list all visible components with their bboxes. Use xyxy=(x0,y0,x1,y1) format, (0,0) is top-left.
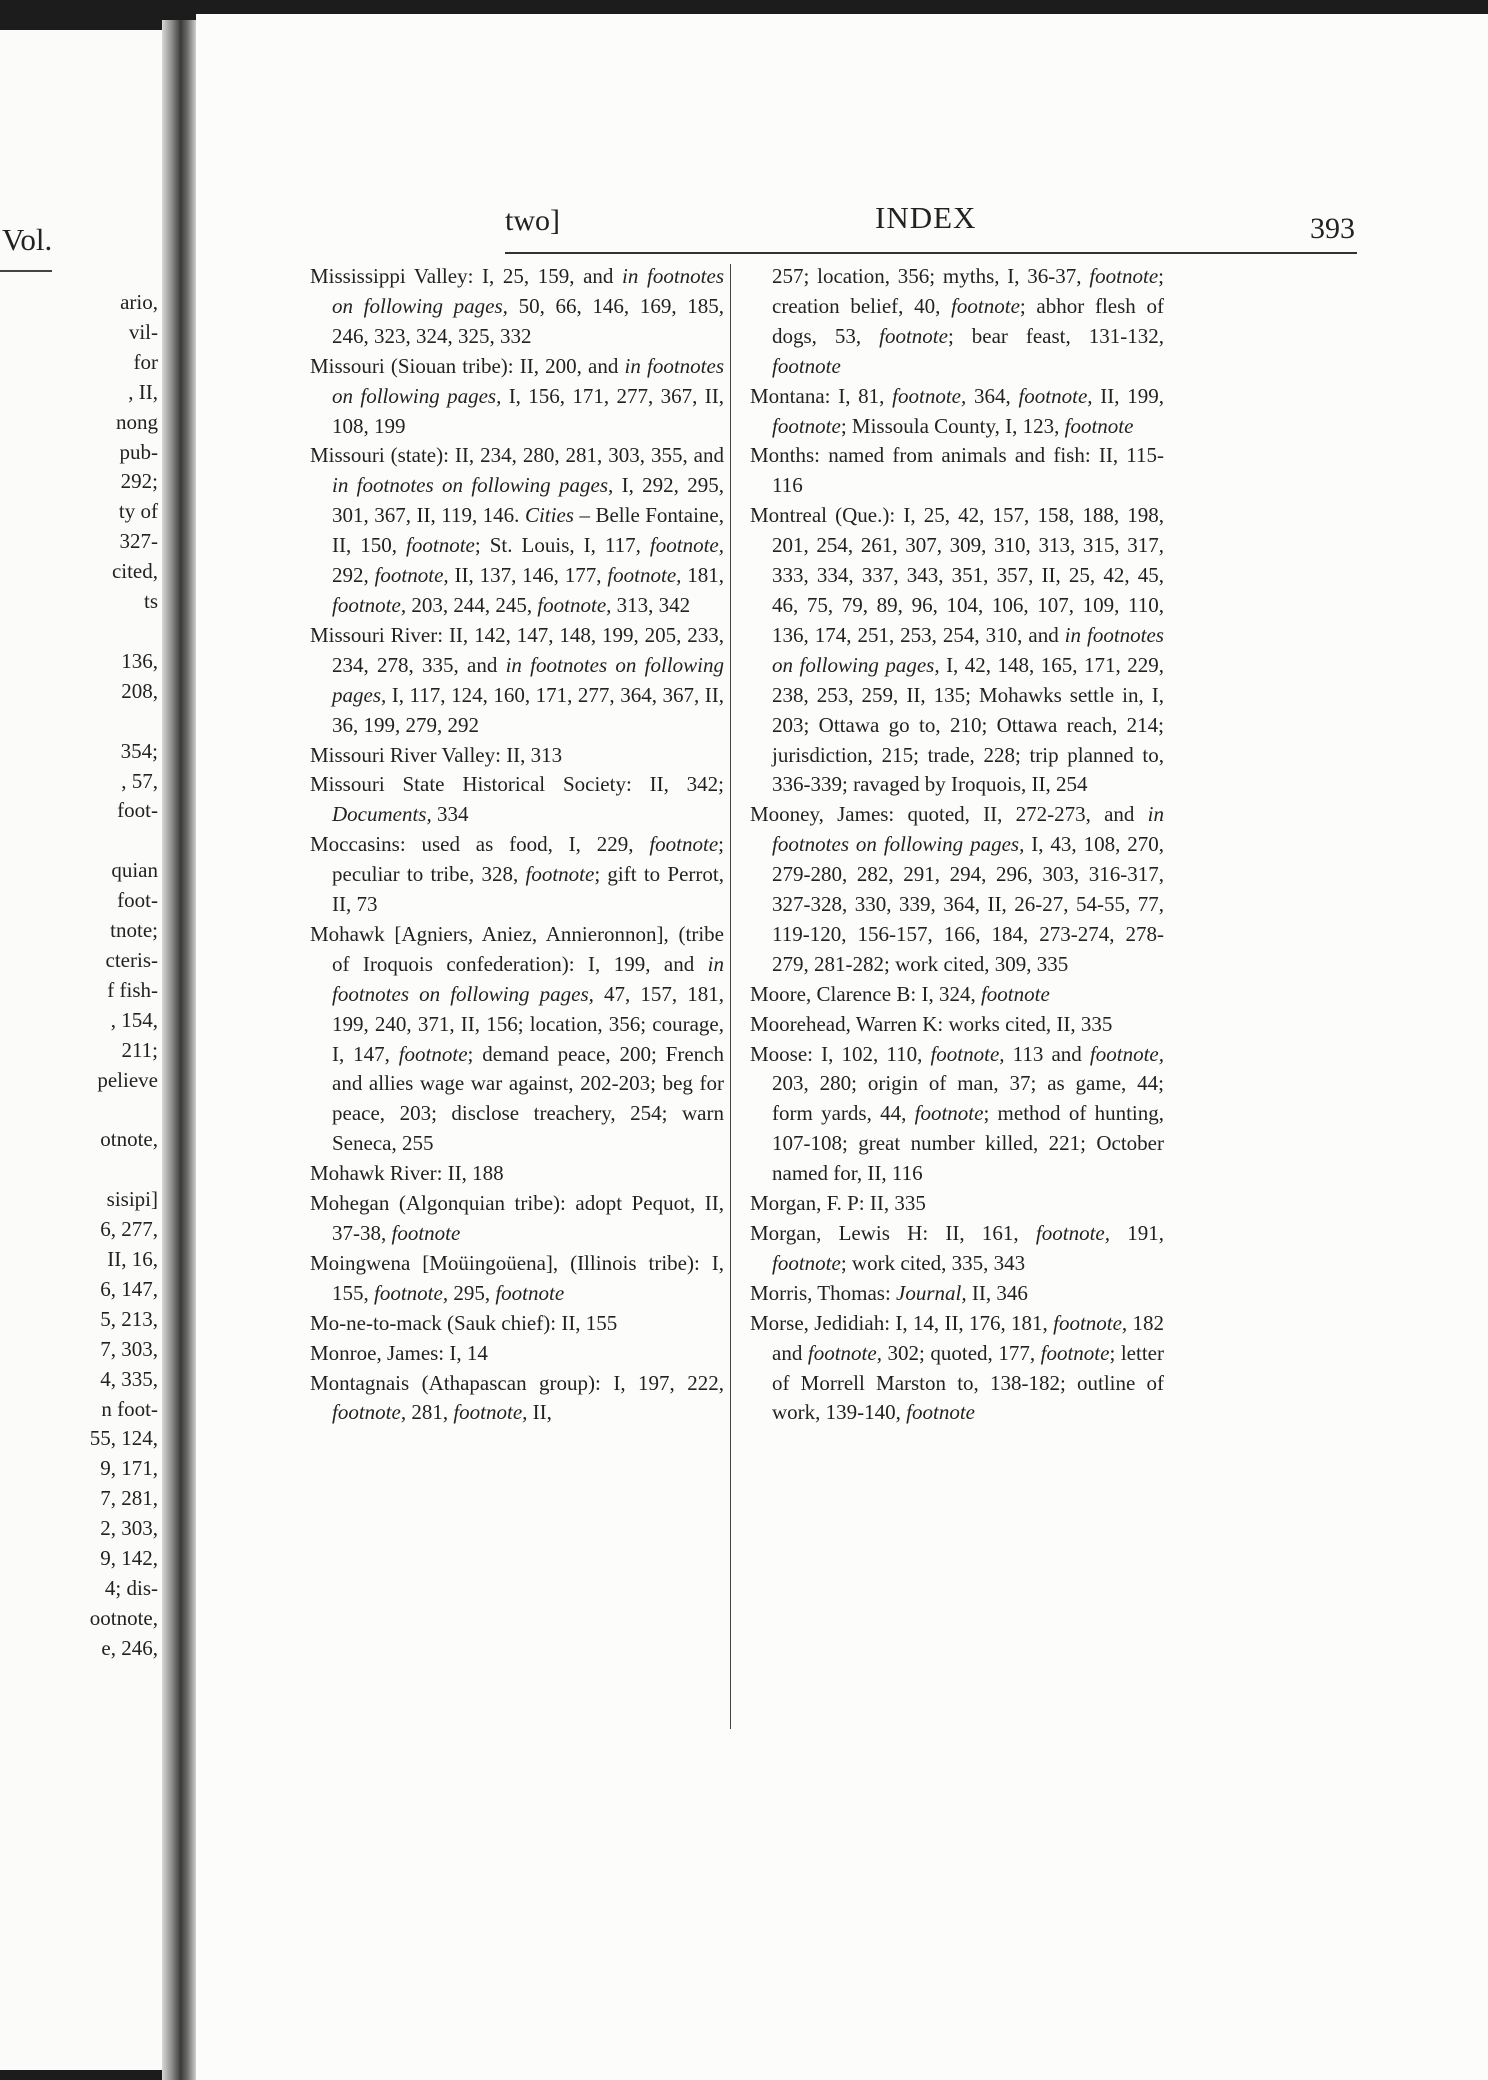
left-page-line: 292; xyxy=(120,469,158,494)
left-page-line: 9, 142, xyxy=(100,1546,158,1571)
index-entry-text: Missouri River Valley: II, 313 xyxy=(310,742,563,767)
left-page-line: cited, xyxy=(111,559,158,584)
index-entry-italic-text: footnote, xyxy=(1089,1041,1164,1066)
index-entry xyxy=(750,1040,1164,1190)
index-entry-text: 203, 280; origin of man, 37; as game, 44; form yards, 44, xyxy=(772,1071,1164,1126)
index-entry-italic-text: footnote, xyxy=(607,563,682,588)
index-column-left xyxy=(310,262,724,1428)
index-entry-text: 191, xyxy=(1110,1221,1164,1245)
index-entry-text: ; St. Louis, I, 117, xyxy=(474,533,650,558)
index-entry-text: ; demand peace, 200; French and allies wage war against, 202-203; beg for peace, 203; disclose treachery, 254; warn Seneca, 255 xyxy=(332,1041,724,1156)
index-entry-text: Moccasins: used as food, I, 229, xyxy=(310,832,650,857)
left-page-line: e, 246, xyxy=(101,1635,158,1660)
left-page-line: ts xyxy=(143,589,158,614)
index-entry-italic-text: footnote xyxy=(879,323,948,348)
left-page-line: 4; dis- xyxy=(104,1575,158,1600)
index-entry-text: Missouri River: II, 142, 147, 148, 199, 205, 233, 234, 278, 335, and xyxy=(310,622,724,677)
index-entry-italic-text: footnote, xyxy=(1053,1310,1128,1335)
index-entry-text: 203, 244, 245, xyxy=(406,592,538,617)
left-page-line: , 57, xyxy=(121,768,158,793)
index-entry xyxy=(750,1189,1164,1219)
index-entry-text: 313, 342 xyxy=(611,592,691,617)
left-page-line: 7, 303, xyxy=(100,1336,158,1361)
left-page-line: 9, 171, xyxy=(100,1456,158,1481)
index-entry-italic-text: in footnotes on following pages, xyxy=(332,353,724,408)
index-entry xyxy=(310,741,724,771)
index-entry-text: ; Missoula County, I, 123, xyxy=(840,413,1065,438)
index-entry-text: I, 156, 171, 277, 367, II, 108, 199 xyxy=(332,383,724,438)
index-entry-italic-text: footnote xyxy=(406,533,475,558)
index-entry-text: 334 xyxy=(431,802,469,827)
index-entry-italic-text: Cities xyxy=(524,503,574,528)
index-page xyxy=(196,14,1488,2080)
index-entry-italic-text: footnote xyxy=(1040,1340,1110,1365)
index-entry-italic-text: footnote, xyxy=(649,533,724,558)
left-page-line: 55, 124, xyxy=(89,1426,158,1451)
index-entry-text: 182 and xyxy=(772,1310,1164,1365)
left-page-line: 2, 303, xyxy=(100,1516,158,1541)
index-entry xyxy=(310,830,724,920)
left-page-line: for xyxy=(133,349,158,374)
left-page-header: Vol. xyxy=(2,222,53,257)
left-page-line xyxy=(90,1155,158,1185)
left-page-line: 327- xyxy=(119,529,158,554)
left-page-line: otnote, xyxy=(100,1127,158,1152)
book-gutter xyxy=(162,20,196,2080)
running-head-title: INDEX xyxy=(875,200,977,235)
index-entry-text: ; work cited, 335, 343 xyxy=(840,1250,1026,1275)
index-entry-text: ; method of hunting, 107-108; great number killed, 221; October named for, II, 116 xyxy=(772,1101,1164,1186)
running-head-left: two] xyxy=(505,204,560,237)
left-page-line xyxy=(90,1095,158,1125)
index-entry-text: – Belle Fontaine, II, 150, xyxy=(332,503,724,558)
left-page-line xyxy=(90,617,158,647)
index-entry-text: Moore, Clarence B: I, 324, xyxy=(750,981,981,1006)
index-entry-italic-text: footnote xyxy=(914,1101,984,1126)
index-entry-italic-text: footnote xyxy=(1089,264,1159,288)
left-page-line: nong xyxy=(116,409,158,434)
index-entry-italic-text: footnote xyxy=(772,353,841,378)
index-entry-italic-text: in footnotes on following pages, xyxy=(332,652,724,707)
left-page-line: pub- xyxy=(119,439,158,464)
left-page-line: 136, xyxy=(121,648,158,673)
left-page-line: 208, xyxy=(121,678,158,703)
index-column-right xyxy=(750,262,1164,1428)
index-entry xyxy=(310,1159,724,1189)
index-entry-text: I, 42, 148, 165, 171, 229, 238, 253, 259, II, 135; Mohawks settle in, I, 203; Ottawa go to, 210; Ottawa reach, 214; jurisdiction, 215; trade, 228; trip planned to, 336-339; ravaged by Iroquois, II, 254 xyxy=(772,652,1165,797)
left-page-line: pelieve xyxy=(97,1067,158,1092)
index-entry-text: Mohawk River: II, 188 xyxy=(310,1161,504,1186)
running-head xyxy=(505,190,1355,245)
index-entry-italic-text: footnote xyxy=(495,1280,565,1305)
index-entry-italic-text: footnote xyxy=(906,1400,975,1425)
index-entry xyxy=(750,262,1164,382)
left-page-line: cteris- xyxy=(105,947,158,972)
left-page-line: 6, 277, xyxy=(100,1217,158,1242)
index-entry-italic-text: footnote xyxy=(772,413,841,438)
left-page-line: ootnote, xyxy=(89,1605,158,1630)
left-page-line: ty of xyxy=(118,499,158,524)
index-entry xyxy=(310,920,724,1159)
index-entry-text: 364, xyxy=(966,383,1019,408)
index-entry-italic-text: in footnotes on following pages, xyxy=(772,622,1164,677)
left-page-rule xyxy=(0,270,52,272)
index-entry-text: ; bear feast, 131-132, xyxy=(947,323,1164,348)
index-entry-text: Moose: I, 102, 110, xyxy=(750,1041,931,1066)
index-entry-text: II, 199, xyxy=(1092,383,1164,408)
index-entry xyxy=(750,1309,1164,1429)
index-entry xyxy=(310,621,724,741)
left-page-line: n foot- xyxy=(101,1396,158,1421)
left-page-line: tnote; xyxy=(110,918,158,943)
index-entry-text: ; peculiar to tribe, 328, xyxy=(332,832,724,887)
header-rule xyxy=(505,252,1357,254)
left-page-line: foot- xyxy=(117,798,158,823)
index-entry-italic-text: footnote, xyxy=(537,592,612,617)
left-page-line: 354; xyxy=(120,738,158,763)
index-entry-text: 113 and xyxy=(1004,1041,1090,1066)
index-entry xyxy=(310,1249,724,1309)
index-entry-italic-text: footnote, xyxy=(332,592,407,617)
index-entry-text: Morris, Thomas: xyxy=(750,1280,897,1305)
index-entry-italic-text: footnote, xyxy=(374,1280,449,1305)
index-entry-italic-text: footnote, xyxy=(930,1041,1005,1066)
left-page-line: 6, 147, xyxy=(100,1276,158,1301)
left-page-line: 7, 281, xyxy=(100,1486,158,1511)
index-entry xyxy=(310,441,724,620)
index-entry xyxy=(750,1279,1164,1309)
index-entry-text: Montagnais (Athapascan group): I, 197, 222, xyxy=(310,1370,724,1395)
index-entry-text: I, 117, 124, 160, 171, 277, 364, 367, II, 36, 199, 279, 292 xyxy=(332,682,724,737)
index-entry-text: II, xyxy=(527,1400,552,1425)
index-entry xyxy=(750,441,1164,501)
index-entry-text: I, 292, 295, 301, 367, II, 119, 146. xyxy=(332,473,724,528)
left-page-text-fragments xyxy=(90,288,158,1664)
index-entry-italic-text: Documents, xyxy=(332,802,432,827)
index-entry xyxy=(750,980,1164,1010)
index-entry-italic-text: in footnotes on following pages, xyxy=(332,264,724,318)
index-entry-italic-text: in footnotes on following pages, xyxy=(332,473,614,498)
index-entry xyxy=(310,1309,724,1339)
index-entry-text: II, 137, 146, 177, xyxy=(448,563,608,588)
left-facing-page xyxy=(0,30,162,2070)
index-entry-text: II, 346 xyxy=(966,1280,1028,1305)
index-entry-text: Missouri State Historical Society: II, 342; xyxy=(310,772,724,797)
index-entry-text: Morse, Jedidiah: I, 14, II, 176, 181, xyxy=(750,1310,1054,1335)
left-page-line: foot- xyxy=(117,888,158,913)
index-entry-italic-text: footnote xyxy=(951,293,1020,318)
page-number: 393 xyxy=(1310,212,1355,245)
index-entry-text: Missouri (state): II, 234, 280, 281, 303, 355, and xyxy=(310,443,724,468)
index-entry-text: 181, xyxy=(681,563,725,588)
index-entry-italic-text: footnote, xyxy=(892,383,967,408)
index-entry-italic-text: footnote, xyxy=(1018,383,1093,408)
index-entry xyxy=(750,382,1164,442)
index-entry-italic-text: in footnotes on following pages, xyxy=(332,951,724,1006)
index-entry-text: Mohegan (Algonquian tribe): adopt Pequot, II, 37-38, xyxy=(310,1191,724,1245)
index-entry-text: ; gift to Perrot, II, 73 xyxy=(332,862,724,917)
index-entry xyxy=(310,1339,724,1369)
left-page-line: f fish- xyxy=(107,977,158,1002)
index-entry-text: Missouri (Siouan tribe): II, 200, and xyxy=(310,353,625,378)
index-entry-text: 292, xyxy=(332,563,375,588)
left-page-line: quian xyxy=(111,858,158,883)
index-entry-italic-text: Journal, xyxy=(896,1280,967,1305)
index-entry-text: Months: named from animals and fish: II, 115-116 xyxy=(750,443,1164,498)
index-entry-text: Morgan, Lewis H: II, 161, xyxy=(750,1221,1036,1245)
index-entry-text: Moorehead, Warren K: works cited, II, 335 xyxy=(750,1011,1113,1036)
index-entry xyxy=(750,1010,1164,1040)
index-entry xyxy=(750,1219,1164,1279)
index-entry-italic-text: footnote, xyxy=(807,1340,882,1365)
index-entry-text: 295, xyxy=(448,1280,496,1305)
index-entry-text: Monroe, James: I, 14 xyxy=(310,1340,488,1365)
index-entry xyxy=(310,1369,724,1429)
left-page-line: 4, 335, xyxy=(100,1366,158,1391)
index-entry-italic-text: footnote xyxy=(391,1221,461,1245)
index-entry-text: Montreal (Que.): I, 25, 42, 157, 158, 188, 198, 201, 254, 261, 307, 309, 310, 313, 315, 317, 333, 334, 337, 343, 351, 357, II, 25, 42, 45, 46, 75, 79, 89, 96, 104, 106, 107, 109, 110, 136, 174, 251, 253, 254, 310, and xyxy=(750,503,1164,647)
left-page-line: II, 16, xyxy=(107,1247,158,1271)
left-page-line xyxy=(90,707,158,737)
left-page-line: , II, xyxy=(128,379,158,404)
index-entry-text: Montana: I, 81, xyxy=(750,383,893,408)
left-page-line: ario, xyxy=(120,290,158,314)
left-page-line: vil- xyxy=(128,319,158,344)
index-entry-text: Mohawk [Agniers, Aniez, Annieronnon], (tribe of Iroquois confederation): I, 199, and xyxy=(310,921,724,976)
index-entry-text: 281, xyxy=(406,1400,454,1425)
index-entry xyxy=(310,770,724,830)
index-entry-text: 302; quoted, 177, xyxy=(881,1340,1041,1365)
index-entry-italic-text: footnote, xyxy=(332,1400,407,1425)
index-entry-italic-text: footnote xyxy=(398,1041,468,1066)
index-entry-text: I, 43, 108, 270, 279-280, 282, 291, 294, 296, 303, 316-317, 327-328, 330, 339, 364, II, 26-27, 54-55, 77, 119-120, 156-157, 166, 184, 273-274, 278-279, 281-282; work cited, 309, 335 xyxy=(772,832,1164,976)
index-entry-italic-text: footnote, xyxy=(453,1400,528,1425)
index-entry-text: Morgan, F. P: II, 335 xyxy=(750,1191,926,1216)
index-entry-italic-text: footnote xyxy=(649,832,719,857)
index-entry-text: ; abhor flesh of dogs, 53, xyxy=(772,293,1164,348)
index-entry-text: Mo-ne-to-mack (Sauk chief): II, 155 xyxy=(310,1310,618,1335)
index-entry xyxy=(750,800,1164,979)
column-divider xyxy=(730,264,731,1729)
left-page-line: 211; xyxy=(121,1037,158,1062)
index-entry-italic-text: footnote xyxy=(525,862,595,887)
index-entry-text: ; creation belief, 40, xyxy=(772,264,1164,318)
index-entry-italic-text: footnote xyxy=(772,1250,841,1275)
left-page-line: 5, 213, xyxy=(100,1306,158,1331)
index-entry xyxy=(310,262,724,352)
index-entry-text: Moingwena [Moüingoüena], (Illinois tribe): I, 155, xyxy=(310,1250,724,1305)
index-entry-text: 257; location, 356; myths, I, 36-37, xyxy=(772,264,1090,288)
left-page-line: , 154, xyxy=(110,1007,158,1032)
index-entry xyxy=(310,352,724,442)
index-entry-italic-text: footnote xyxy=(980,981,1050,1006)
index-entry-italic-text: in footnotes on following pages, xyxy=(772,802,1164,857)
index-entry-text: Mooney, James: quoted, II, 272-273, and xyxy=(750,802,1148,827)
left-page-line: sisipi] xyxy=(106,1187,158,1212)
index-entry-text: ; letter of Morrell Marston to, 138-182; outline of work, 139-140, xyxy=(772,1340,1164,1425)
index-entry xyxy=(310,1189,724,1249)
index-entry-text: 50, 66, 146, 169, 185, 246, 323, 324, 325, 332 xyxy=(332,293,724,348)
left-page-line xyxy=(90,826,158,856)
index-entry-text: Mississippi Valley: I, 25, 159, and xyxy=(310,264,623,288)
index-entry-italic-text: footnote, xyxy=(374,563,449,588)
index-entry-italic-text: footnote xyxy=(1064,413,1134,438)
index-entry xyxy=(750,501,1164,800)
index-entry-text: 47, 157, 181, 199, 240, 371, II, 156; location, 356; courage, I, 147, xyxy=(332,981,724,1066)
index-entry-italic-text: footnote, xyxy=(1035,1221,1110,1245)
